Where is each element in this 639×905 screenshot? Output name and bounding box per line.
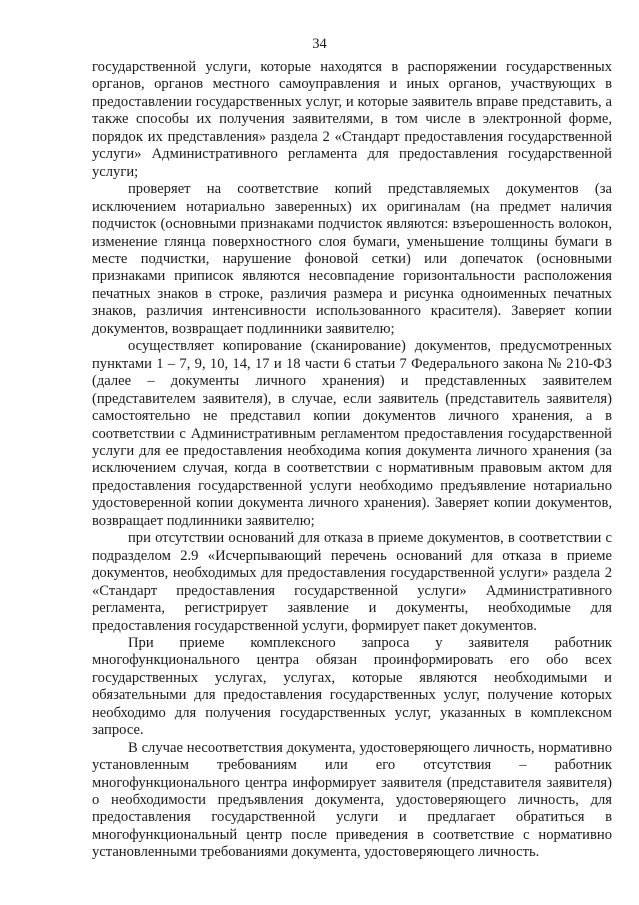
body-text [92, 59, 612, 862]
paragraph-copy-verification: проверяет на соответствие копий представляемых документов (за исключением нотариально заверенных) их оригиналам (на предмет наличия подчисток (основными признаками подчисток являются: взъерошенность волокон, изменение глянца поверхностного слоя бумаги, уменьшение толщины бумаги в месте подчистки, нарушение фоновой сетки) или допечаток (основными признаками приписок являются несовпадение горизонтальности расположения печатных знаков в строке, различия размера и рисунка одноименных печатных знаков, различия интенсивности использованного красителя). Заверяет копии документов, возвращает подлинники заявителю; [92, 181, 612, 337]
paragraph-scanning: осуществляет копирование (сканирование) документов, предусмотренных пунктами 1 – 7, 9, 10, 14, 17 и 18 части 6 статьи 7 Федерального закона № 210-ФЗ (далее – документы личного хранения) и представленных заявителем (представителем заявителя), в случае, если заявитель (представитель заявителя) самостоятельно не представил копии документов личного хранения, а в соответствии с Административным регламентом предоставления государственной услуги для ее предоставления необходима копия документа личного хранения (за исключением случая, когда в соответствии с нормативным правовым актом для предоставления государственной услуги необходимо предъявление нотариально удостоверенной копии документа личного хранения). Заверяет копии документов, возвращает подлинники заявителю; [92, 338, 612, 529]
paragraph-complex-request: При приеме комплексного запроса у заявителя работник многофункционального центра обязан проинформировать его обо всех государственных услугах, услугах, которые являются необходимыми и обязательными для предоставления государственных услуг, получение которых необходимо для получения государственных услуг, указанных в комплексном запросе. [92, 634, 612, 739]
paragraph-continuation: государственной услуги, которые находятся в распоряжении государственных органов, органов местного самоуправления и иных органов, участвующих в предоставлении государственных услуг, и которые заявитель вправе представить, а также способы их получения заявителями, в том числе в электронной форме, порядок их представления» раздела 2 «Стандарт предоставления государственной услуги» Административного регламента для предоставления государственной услуги; [92, 59, 612, 180]
paragraph-registration: при отсутствии оснований для отказа в приеме документов, в соответствии с подразделом 2.9 «Исчерпывающий перечень оснований для отказа в приеме документов, необходимых для предоставления государственной услуги» раздела 2 «Стандарт предоставления государственной услуги» Административного регламента, регистрирует заявление и документы, необходимые для предоставления государственной услуги, формирует пакет документов. [92, 530, 612, 634]
paragraph-identity-document: В случае несоответствия документа, удостоверяющего личность, нормативно установленным требованиям или его отсутствия – работник многофункционального центра информирует заявителя (представителя заявителя) о необходимости предъявления документа, удостоверяющего личность, для предоставления государственной услуги и предлагает обратиться в многофункциональный центр после приведения в соответствие с нормативно установленными требованиями документа, удостоверяющего личность. [92, 739, 612, 861]
page-number: 34 [312, 36, 327, 52]
